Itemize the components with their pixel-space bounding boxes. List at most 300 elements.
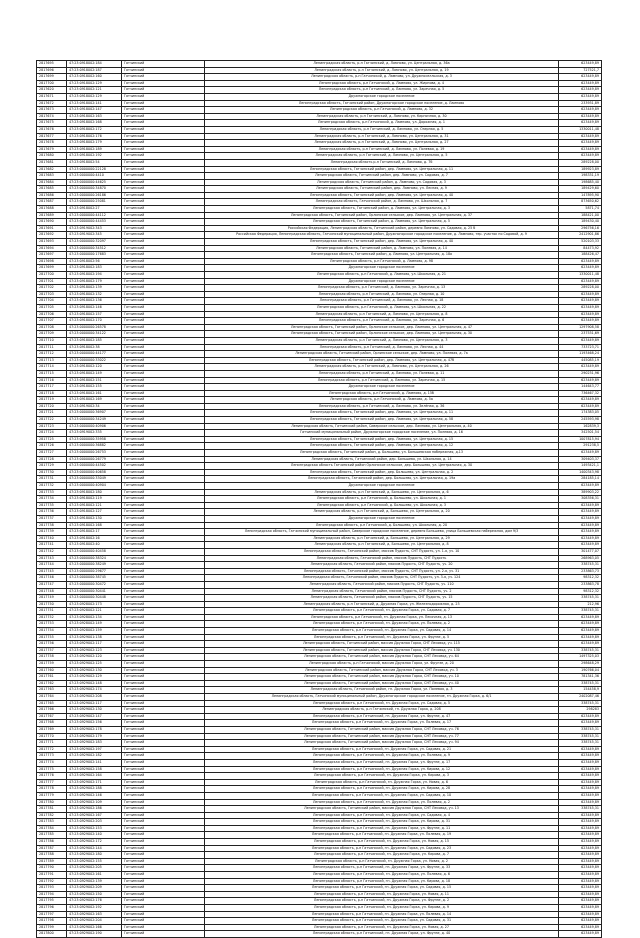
row-id-cell: 2817777 [37,779,67,786]
address-cell: Ленинградская область, р-н Гатчинский, гп. Дружная Горка, ул. Садовая, д. 4 [205,812,559,819]
value-cell: 338745,31 [559,647,602,654]
address-cell: Ленинградская область, р-н Гатчинский, д. Лампово, ул. Школьная, д. 21 [205,272,559,279]
value-cell: 623449,89 [559,720,602,727]
address-cell: Ленинградская область, р-н Гатчинский, д. Лампово, ул. Центральная, д. 3 [205,337,559,344]
table-row [37,641,602,648]
district-cell: Гатчинский [122,515,205,522]
table-row [37,239,602,246]
address-cell: Ленинградская область, р-н Гатчинский, гп. Дружная Горка, ул. Садовая, д. 21 [205,746,559,753]
value-cell: 623449,89 [559,845,602,852]
table-row [37,93,602,100]
table-row [37,430,602,437]
value-cell: 338745,31 [559,608,602,615]
value-cell: 623449,89 [559,621,602,628]
value-cell: 623449,89 [559,133,602,140]
address-cell: Ленинградская область, р-н Гатчинский, д. Лампово, д. 15б [205,390,559,397]
address-cell: Ленинградская область, р-н Гатчинский, д. Лампово, д. 98 [205,258,559,265]
row-id-cell: 2817741 [37,542,67,549]
cadastral-number-cell: 47:23:0929002:182 [67,753,122,760]
cadastral-number-cell: 47:23:0918002:129 [67,80,122,87]
address-cell: Ленинградская область, Гатчинский район, д. Лампово, ул. Полевая, д. 14 [205,245,559,252]
row-id-cell: 2817683 [37,173,67,180]
value-cell: 212,96 [559,601,602,608]
row-id-cell: 2817702 [37,285,67,292]
district-cell: Гатчинский [122,410,205,417]
district-cell: Гатчинский [122,687,205,694]
cadastral-number-cell: 47:23:0918002:130 [67,515,122,522]
table-row [37,337,602,344]
cadastral-number-cell: 47:23:0000000:40658 [67,469,122,476]
row-id-cell: 2817745 [37,568,67,575]
table-row [37,726,602,733]
row-id-cell: 2817775 [37,766,67,773]
row-id-cell: 2817761 [37,674,67,681]
cadastral-number-cell: 47:23:0918002:121 [67,87,122,94]
row-id-cell: 2817720 [37,403,67,410]
cadastral-number-cell: 47:23:0918002:161 [67,390,122,397]
row-id-cell: 2817794 [37,891,67,898]
table-row [37,469,602,476]
value-cell: 189429,60 [559,186,602,193]
cadastral-number-cell: 47:23:0918002:27 [67,206,122,213]
table-row [37,74,602,81]
value-cell: 338745,31 [559,700,602,707]
address-cell: Ленинградская область, р-н Гатчинский, гп. Дружная Горка, ул. Кирова, д. 9 [205,905,559,912]
district-cell: Гатчинский [122,806,205,813]
value-cell: 623449,89 [559,773,602,780]
district-cell: Гатчинский [122,700,205,707]
address-cell: Ленинградская область, Гатчинский район, дер. Лампово, ул. Центральная, д. 58 [205,417,559,424]
address-cell: Ленинградская область, р-н Гатчинский, гп. Дружная Горка, ул. Кирова, д. 31 [205,819,559,826]
district-cell: Гатчинский [122,753,205,760]
table-row [37,324,602,331]
table-row [37,265,602,272]
table-row [37,924,602,931]
address-cell: Ленинградская область, р-н Гатчинский, гп. Дружная Горка, ул. Полевая, д. 14 [205,911,559,918]
value-cell: 233863,73 [559,568,602,575]
table-row [37,357,602,364]
cadastral-number-cell: 47:23:0000000:44177 [67,351,122,358]
row-id-cell: 2817783 [37,819,67,826]
row-id-cell: 2817774 [37,759,67,766]
row-id-cell: 2817687 [37,199,67,206]
table-row [37,542,602,549]
table-row [37,786,602,793]
address-cell: Ленинградская область Гатчинский район Орлинское сельское, дер. Большево, ул. Центральная, д. 30 [205,463,559,470]
cadastral-number-cell: 47:23:0000000:44453 [67,219,122,226]
cadastral-number-cell: 47:23:0918002:157 [67,311,122,318]
district-cell: Гатчинский [122,674,205,681]
cadastral-number-cell: 47:23:0000000:44502 [67,463,122,470]
district-cell: Гатчинский [122,542,205,549]
district-cell: Гатчинский [122,628,205,635]
cadastral-number-cell: 47:23:0929002:156 [67,720,122,727]
district-cell: Гатчинский [122,87,205,94]
district-cell: Гатчинский [122,647,205,654]
value-cell: 268963,05 [559,555,602,562]
table-row [37,634,602,641]
row-id-cell: 2817721 [37,410,67,417]
cadastral-number-cell: 47:23:0929002:140 [67,832,122,839]
row-id-cell: 2817703 [37,291,67,298]
district-cell: Гатчинский [122,397,205,404]
value-cell: 623449,89 [559,753,602,760]
table-row [37,311,602,318]
value-cell: 338745,31 [559,740,602,747]
value-cell: 623449,89 [559,542,602,549]
cadastral-number-cell: 47:23:0918002:180 [67,489,122,496]
cadastral-number-cell: 47:23:0918002:119 [67,496,122,503]
district-cell: Гатчинский [122,463,205,470]
district-cell: Гатчинский [122,720,205,727]
district-cell: Гатчинский [122,601,205,608]
value-cell: 1400343,98 [559,469,602,476]
address-cell: Ленинградская область, Гатчинский район, массив Дружная Горка, СНТ Лесовод, уч. 77 [205,733,559,740]
address-cell: Ленинградская область, Гатчинский район, массив Пудость, СНТ Пудость, уч. 15 [205,595,559,602]
district-cell: Гатчинский [122,496,205,503]
value-cell: 623449,89 [559,318,602,325]
table-body [37,61,602,938]
cadastral-number-cell: 47:23:0000000:36882 [67,443,122,450]
value-cell: 623449,89 [559,450,602,457]
value-cell: 623449,89 [559,502,602,509]
row-id-cell: 2817770 [37,733,67,740]
district-cell: Гатчинский [122,858,205,865]
table-row [37,107,602,114]
address-cell: Ленинградская область, р-н Гатчинский, д. Лампово, ул. Лесная, д. 18 [205,298,559,305]
district-cell: Гатчинский [122,489,205,496]
table-row [37,766,602,773]
district-cell: Гатчинский [122,641,205,648]
address-cell: Гатчинский муниципальный район, Дружногорское городское поселение, ул. Полевая, д. 16 [205,430,559,437]
value-cell: 623449,89 [559,641,602,648]
cadastral-number-cell: 47:23:0918002:132 [67,291,122,298]
value-cell: 298283 [559,707,602,714]
district-cell: Гатчинский [122,608,205,615]
cadastral-number-cell: 47:23:0929002:155 [67,858,122,865]
district-cell: Гатчинский [122,931,205,938]
table-row [37,298,602,305]
district-cell: Гатчинский [122,852,205,859]
table-row [37,370,602,377]
district-cell: Гатчинский [122,905,205,912]
table-row [37,845,602,852]
table-row [37,291,602,298]
row-id-cell: 2817711 [37,344,67,351]
district-cell: Гатчинский [122,311,205,318]
cadastral-number-cell: 47:23:0918002:189 [67,146,122,153]
cadastral-number-cell: 47:23:0929002:144 [67,845,122,852]
address-cell: Ленинградская область, Гатчинский район, дер. Лампово, ул. Садовая, д. 7 [205,173,559,180]
table-row [37,779,602,786]
address-cell: Ленинградская область, р-н Гатчинский, д. Лампово, ул. Кирпичная, д. 30 [205,113,559,120]
cadastral-number-cell: 47:23:0000000:34249 [67,417,122,424]
table-row [37,911,602,918]
table-row [37,318,602,325]
cadastral-number-cell: 47:23:0929002:209 [67,885,122,892]
address-cell: Дружногорское городское поселение [205,483,559,490]
value-cell: 623449,89 [559,628,602,635]
row-id-cell: 2817712 [37,351,67,358]
district-cell: Гатчинский [122,779,205,786]
district-cell: Гатчинский [122,680,205,687]
cadastral-number-cell: 47:23:0918002:139 [67,285,122,292]
address-cell: Ленинградская область, р-н Гатчинский, гп. Дружная Горка, ул. Садовая, д. 10 [205,792,559,799]
table-row [37,225,602,232]
district-cell: Гатчинский [122,595,205,602]
table-row [37,113,602,120]
value-cell: 520103,33 [559,239,602,246]
address-cell: Ленинградская область, р-н Гатчинский, д. Лампово, ул. Центральная, д. 8 [205,311,559,318]
address-cell: Ленинградская область, р-н Гатчинский, д. Лампово, ул. Центральная, д. 19 [205,67,559,74]
address-cell: Ленинградская область, р-н Гатчинский, гп. Дружная Горка, ул. Садовая, д. 15 [205,885,559,892]
cadastral-number-cell: 47:23:0928002:173 [67,601,122,608]
cadastral-number-cell: 47:23:0000000:40906 [67,423,122,430]
table-row [37,483,602,490]
table-row [37,443,602,450]
value-cell: 623449,89 [559,924,602,931]
address-cell: Ленинградская область, Гатчинский муниципальный район, Дружногорское городское поселение, гп. Дружная Горка, д. 6/1 [205,694,559,701]
cadastral-number-cell: 47:23:0000000:26753 [67,450,122,457]
cadastral-number-cell: 47:23:0929002:192 [67,905,122,912]
address-cell: Ленинградская область, Гатчинский район, дер. Лампово, ул. Центральная, д. 12 [205,443,559,450]
district-cell: Гатчинский [122,370,205,377]
district-cell: Гатчинский [122,568,205,575]
cadastral-number-cell: 47:23:0918002:136 [67,298,122,305]
district-cell: Гатчинский [122,740,205,747]
value-cell: 1297908,58 [559,324,602,331]
table-row [37,436,602,443]
row-id-cell: 2817739 [37,529,67,536]
district-cell: Гатчинский [122,819,205,826]
table-row [37,819,602,826]
district-cell: Гатчинский [122,548,205,555]
row-id-cell: 2817698 [37,258,67,265]
district-cell: Гатчинский [122,713,205,720]
table-row [37,694,602,701]
table-row [37,61,602,68]
cadastral-number-cell: 47:23:0000000:25081 [67,199,122,206]
value-cell: 338745,31 [559,733,602,740]
value-cell: 623449,89 [559,832,602,839]
value-cell: 623449,89 [559,535,602,542]
table-row [37,304,602,311]
value-cell: 623449,89 [559,364,602,371]
table-row [37,878,602,885]
district-cell: Гатчинский [122,318,205,325]
district-cell: Гатчинский [122,153,205,160]
table-row [37,179,602,186]
district-cell: Гатчинский [122,786,205,793]
cadastral-number-cell: 47:23:0929002:179 [67,733,122,740]
cadastral-number-cell: 47:23:0918002:163 [67,113,122,120]
table-row [37,529,602,536]
row-id-cell: 2817693 [37,239,67,246]
district-cell: Гатчинский [122,509,205,516]
row-id-cell: 2817707 [37,318,67,325]
address-cell: Ленинградская область, р-н Гатчинский, гп. Дружная Горка, ул. Садовая, д. 23 [205,845,559,852]
row-id-cell: 2817786 [37,839,67,846]
district-cell: Гатчинский [122,304,205,311]
table-row [37,410,602,417]
value-cell: 623449,89 [559,87,602,94]
row-id-cell: 2817793 [37,885,67,892]
cadastral-number-cell: 47:23:0918002:192 [67,153,122,160]
table-row [37,588,602,595]
cadastral-number-cell: 47:23:0929002:147 [67,713,122,720]
address-cell: Ленинградская область, р-н Гатчинский, д. Лампово, д. 5а [205,397,559,404]
address-cell: Дружногорское городское поселение [205,93,559,100]
value-cell: 188426,47 [559,252,602,259]
table-row [37,680,602,687]
row-id-cell: 2817781 [37,806,67,813]
address-cell: Ленинградская область, Гатчинский район, массив Пудость, СНТ Пудость, уч. 2 [205,588,559,595]
table-row [37,628,602,635]
value-cell: 623449,89 [559,812,602,819]
district-cell: Гатчинский [122,351,205,358]
table-row [37,931,602,938]
table-row [37,535,602,542]
table-row [37,905,602,912]
district-cell: Гатчинский [122,502,205,509]
cadastral-number-cell: 47:23:0928002:159 [67,628,122,635]
cadastral-number-cell: 47:23:0929002:176 [67,898,122,905]
value-cell: 147895,90 [559,192,602,199]
row-id-cell: 2817758 [37,654,67,661]
cadastral-number-cell: 47:23:0929002:125 [67,661,122,668]
address-cell: Ленинградская область, р-н Гатчинский, гп. Дружная Горка, ул. Новая, д. 2 [205,858,559,865]
district-cell: Гатчинский [122,918,205,925]
row-id-cell: 2817704 [37,298,67,305]
row-id-cell: 2817755 [37,634,67,641]
table-row [37,206,602,213]
address-cell: Ленинградская область, Гатчинский район, массив Дружная Горка, СНТ Лесовод, уч. 130 [205,647,559,654]
cadastral-number-cell: 47:23:0929002:153 [67,825,122,832]
table-row [37,126,602,133]
cadastral-number-cell: 47:23:0000000:32097 [67,239,122,246]
address-cell: Ленинградская область, Гатчинский район, массив Дружная Горка, СНТ Лесовод, уч. 64 [205,654,559,661]
value-cell: 623449,89 [559,311,602,318]
district-cell: Гатчинский [122,436,205,443]
table-row [37,232,602,239]
value-cell: 308356,31 [559,496,602,503]
row-id-cell: 2817673 [37,107,67,114]
table-row [37,199,602,206]
row-id-cell: 2817764 [37,694,67,701]
cadastral-number-cell: 47:23:0918002:127 [67,509,122,516]
value-cell: 623449,89 [559,792,602,799]
row-id-cell: 2817772 [37,746,67,753]
district-cell: Гатчинский [122,199,205,206]
value-cell: 623449,89 [559,766,602,773]
district-cell: Гатчинский [122,278,205,285]
address-cell: Ленинградская область, р-н Гатчинский, гп. Дружная Горка, ул. Новая, д. 27 [205,924,559,931]
value-cell: 733723,71 [559,344,602,351]
district-cell: Гатчинский [122,67,205,74]
row-id-cell: 2817753 [37,621,67,628]
row-id-cell: 2817715 [37,370,67,377]
table-row [37,562,602,569]
table-row [37,278,602,285]
address-cell: Ленинградская область р-н Гатчинский, д. Лампово, д. 7б [205,159,559,166]
cadastral-number-cell: 47:23:0000000:30472 [67,581,122,588]
value-cell: 84473,92 [559,245,602,252]
district-cell: Гатчинский [122,179,205,186]
cadastral-number-cell: 47:23:0919002:345 [67,232,122,239]
address-cell: Ленинградская область, р-н Гатчинский, д. Лампово, ул. Зелёная, д. 36 [205,403,559,410]
row-id-cell: 2817690 [37,219,67,226]
row-id-cell: 2817778 [37,786,67,793]
district-cell: Гатчинский [122,357,205,364]
row-id-cell: 2817701 [37,278,67,285]
district-cell: Гатчинский [122,291,205,298]
value-cell: 1330011,48 [559,272,602,279]
district-cell: Гатчинский [122,581,205,588]
district-cell: Гатчинский [122,812,205,819]
district-cell: Гатчинский [122,522,205,529]
row-id-cell: 2817722 [37,417,67,424]
row-id-cell: 2817796 [37,905,67,912]
address-cell: Дружногорское городское поселение [205,278,559,285]
table-row [37,166,602,173]
table-row [37,192,602,199]
address-cell: Ленинградская область, р-н Гатчинский, д. Лампово, ул. Заречная, д. 5 [205,87,559,94]
cadastral-number-cell: 47:23:0929002:180 [67,852,122,859]
district-cell: Гатчинский [122,898,205,905]
cadastral-number-cell: 47:23:0918002:121 [67,502,122,509]
value-cell: 1193468,24 [559,351,602,358]
cadastral-number-cell: 47:23:0918002:168 [67,522,122,529]
table-row [37,898,602,905]
table-row [37,555,602,562]
district-cell: Гатчинский [122,792,205,799]
table-row [37,839,602,846]
value-cell: 623449,89 [559,779,602,786]
district-cell: Гатчинский [122,654,205,661]
table-row [37,687,602,694]
value-cell: 623449,89 [559,265,602,272]
value-cell: 623449,89 [559,799,602,806]
cadastral-number-cell: 47:23:0000000:26779 [67,456,122,463]
address-cell: Ленинградская область, Гатчинский район, д. Лампово, ул. Центральная, д. 18а [205,252,559,259]
row-id-cell: 2817736 [37,509,67,516]
row-id-cell: 2817798 [37,918,67,925]
value-cell: 727521,7 [559,67,602,74]
address-cell: Ленинградская область, Гатчинский район, массив Дружная Горка, СНТ Лесовод, уч. 10 [205,674,559,681]
table-row [37,621,602,628]
cadastral-number-cell: 47:23:0929002:161 [67,872,122,879]
address-cell: Ленинградская область, Гатчинский район, Орлинское сельское, дер. Лампово, ул. Центральная, д. 47 [205,324,559,331]
cadastral-number-cell: 47:23:0000000:22128 [67,166,122,173]
value-cell: 198685,40 [559,179,602,186]
row-id-cell: 2817680 [37,153,67,160]
table-row [37,463,602,470]
cadastral-number-cell: 47:23:0000000:38324 [67,555,122,562]
cadastral-number-cell: 47:23:0918002:185 [67,337,122,344]
address-cell: Ленинградская область, р-н Гатчинский, гп. Дружная Горка, ул. Новая, д. 15 [205,839,559,846]
cadastral-number-cell: 47:23:0929002:208 [67,694,122,701]
row-id-cell: 2817740 [37,535,67,542]
value-cell: 338745,31 [559,562,602,569]
table-row [37,568,602,575]
table-row [37,654,602,661]
district-cell: Гатчинский [122,212,205,219]
table-row [37,397,602,404]
row-id-cell: 2817748 [37,588,67,595]
address-cell: Ленинградская область, р-н Гатчинский, гп. Дружная Горка, ул. Садовая, д. 5 [205,700,559,707]
district-cell: Гатчинский [122,417,205,424]
value-cell: 623449,89 [559,80,602,87]
